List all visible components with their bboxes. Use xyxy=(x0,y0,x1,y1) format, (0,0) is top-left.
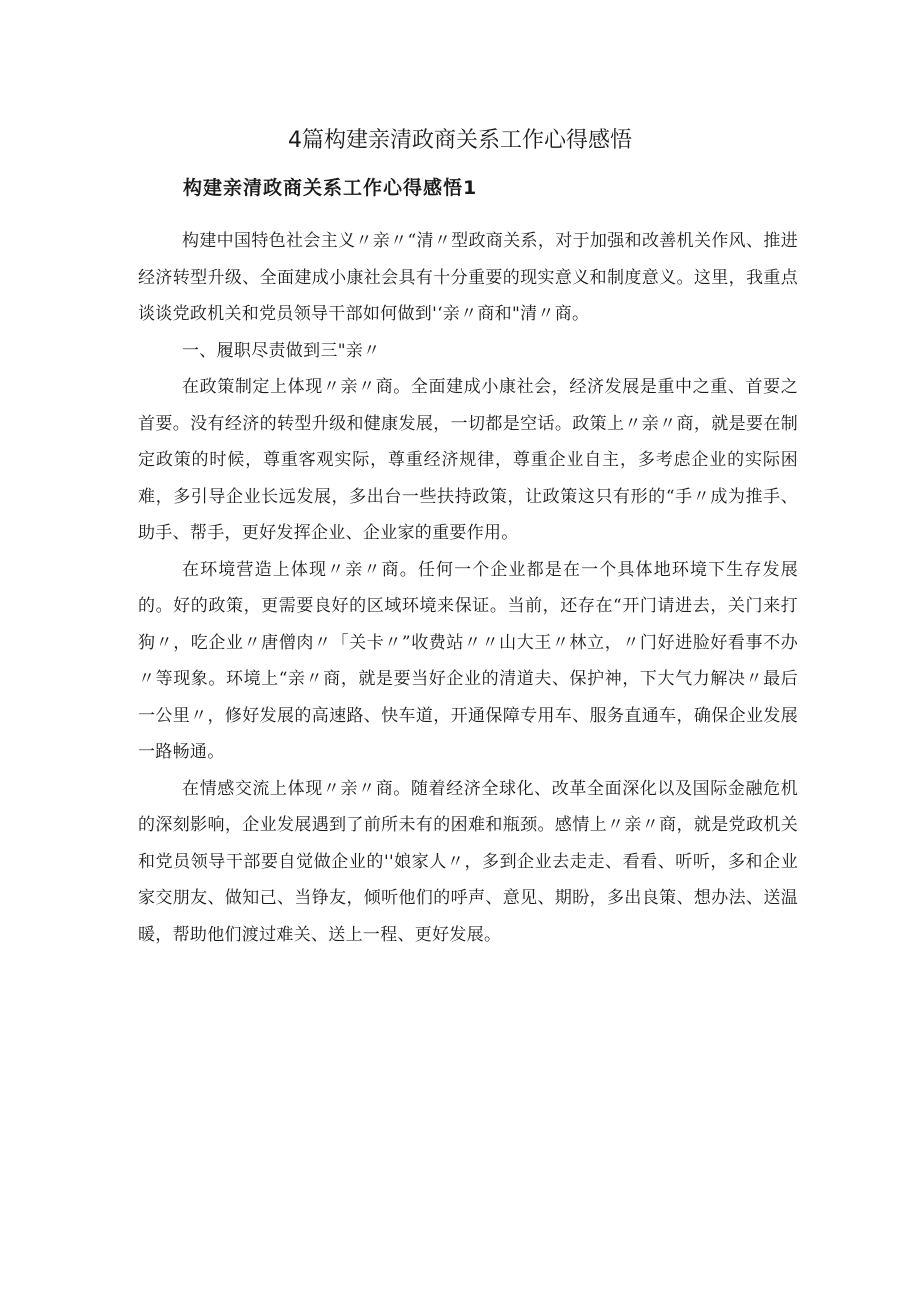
document-title: 4篇构建亲清政商关系工作心得感悟 xyxy=(288,128,632,153)
paragraph-environment: 在环境营造上体现〃亲〃商。任何一个企业都是在一个具体地环境下生存发展的。好的政策，更需要良好的区域环境来保证。当前，还存在“开门请进去，关门来打狗〃，吃企业〃唐僧肉〃「关卡〃”收费站〃〃山大王〃林立，〃门好进脸好看事不办〃等现象。环境上“亲〃商，就是要当好企业的清道夫、保护神，下大气力解决〃最后一公里〃，修好发展的高速路、快车道，开通保障专用车、服务直通车，确保企业发展一路畅通。 xyxy=(138,559,798,762)
section-subtitle: 构建亲清政商关系工作心得感悟1 xyxy=(183,177,478,199)
paragraph-intro: 构建中国特色社会主义〃亲〃“清〃型政商关系，对于加强和改善机关作风、推进经济转型升级、全面建成小康社会具有十分重要的现实意义和制度意义。这里，我重点谈谈党政机关和党员领导干部如何做到'‘亲〃商和"清〃商。 xyxy=(138,231,798,324)
document-body xyxy=(138,223,798,953)
paragraph-emotion: 在情感交流上体现〃亲〃商。随着经济全球化、改革全面深化以及国际金融危机的深刻影响，企业发展遇到了前所未有的困难和瓶颈。感情上〃亲〃商，就是党政机关和党员领导干部要自觉做企业的''娘家人〃，多到企业去走走、看看、听听，多和企业家交朋友、做知己、当铮友，倾听他们的呼声、意见、期盼，多出良策、想办法、送温暖，帮助他们渡过难关、送上一程、更好发展。 xyxy=(138,778,798,945)
paragraph-policy: 在政策制定上体现〃亲〃商。全面建成小康社会，经济发展是重中之重、首要之首要。没有经济的转型升级和健康发展，一切都是空话。政策上〃亲〃商，就是要在制定政策的时候，尊重客观实际，尊重经济规律，尊重企业自主，多考虑企业的实际困难，多引导企业长远发展，多出台一些扶持政策，让政策这只有形的“手〃成为推手、助手、帮手，更好发挥企业、企业家的重要作用。 xyxy=(138,377,798,543)
section-heading: 一、履职尽责做到三"亲〃 xyxy=(182,340,381,361)
